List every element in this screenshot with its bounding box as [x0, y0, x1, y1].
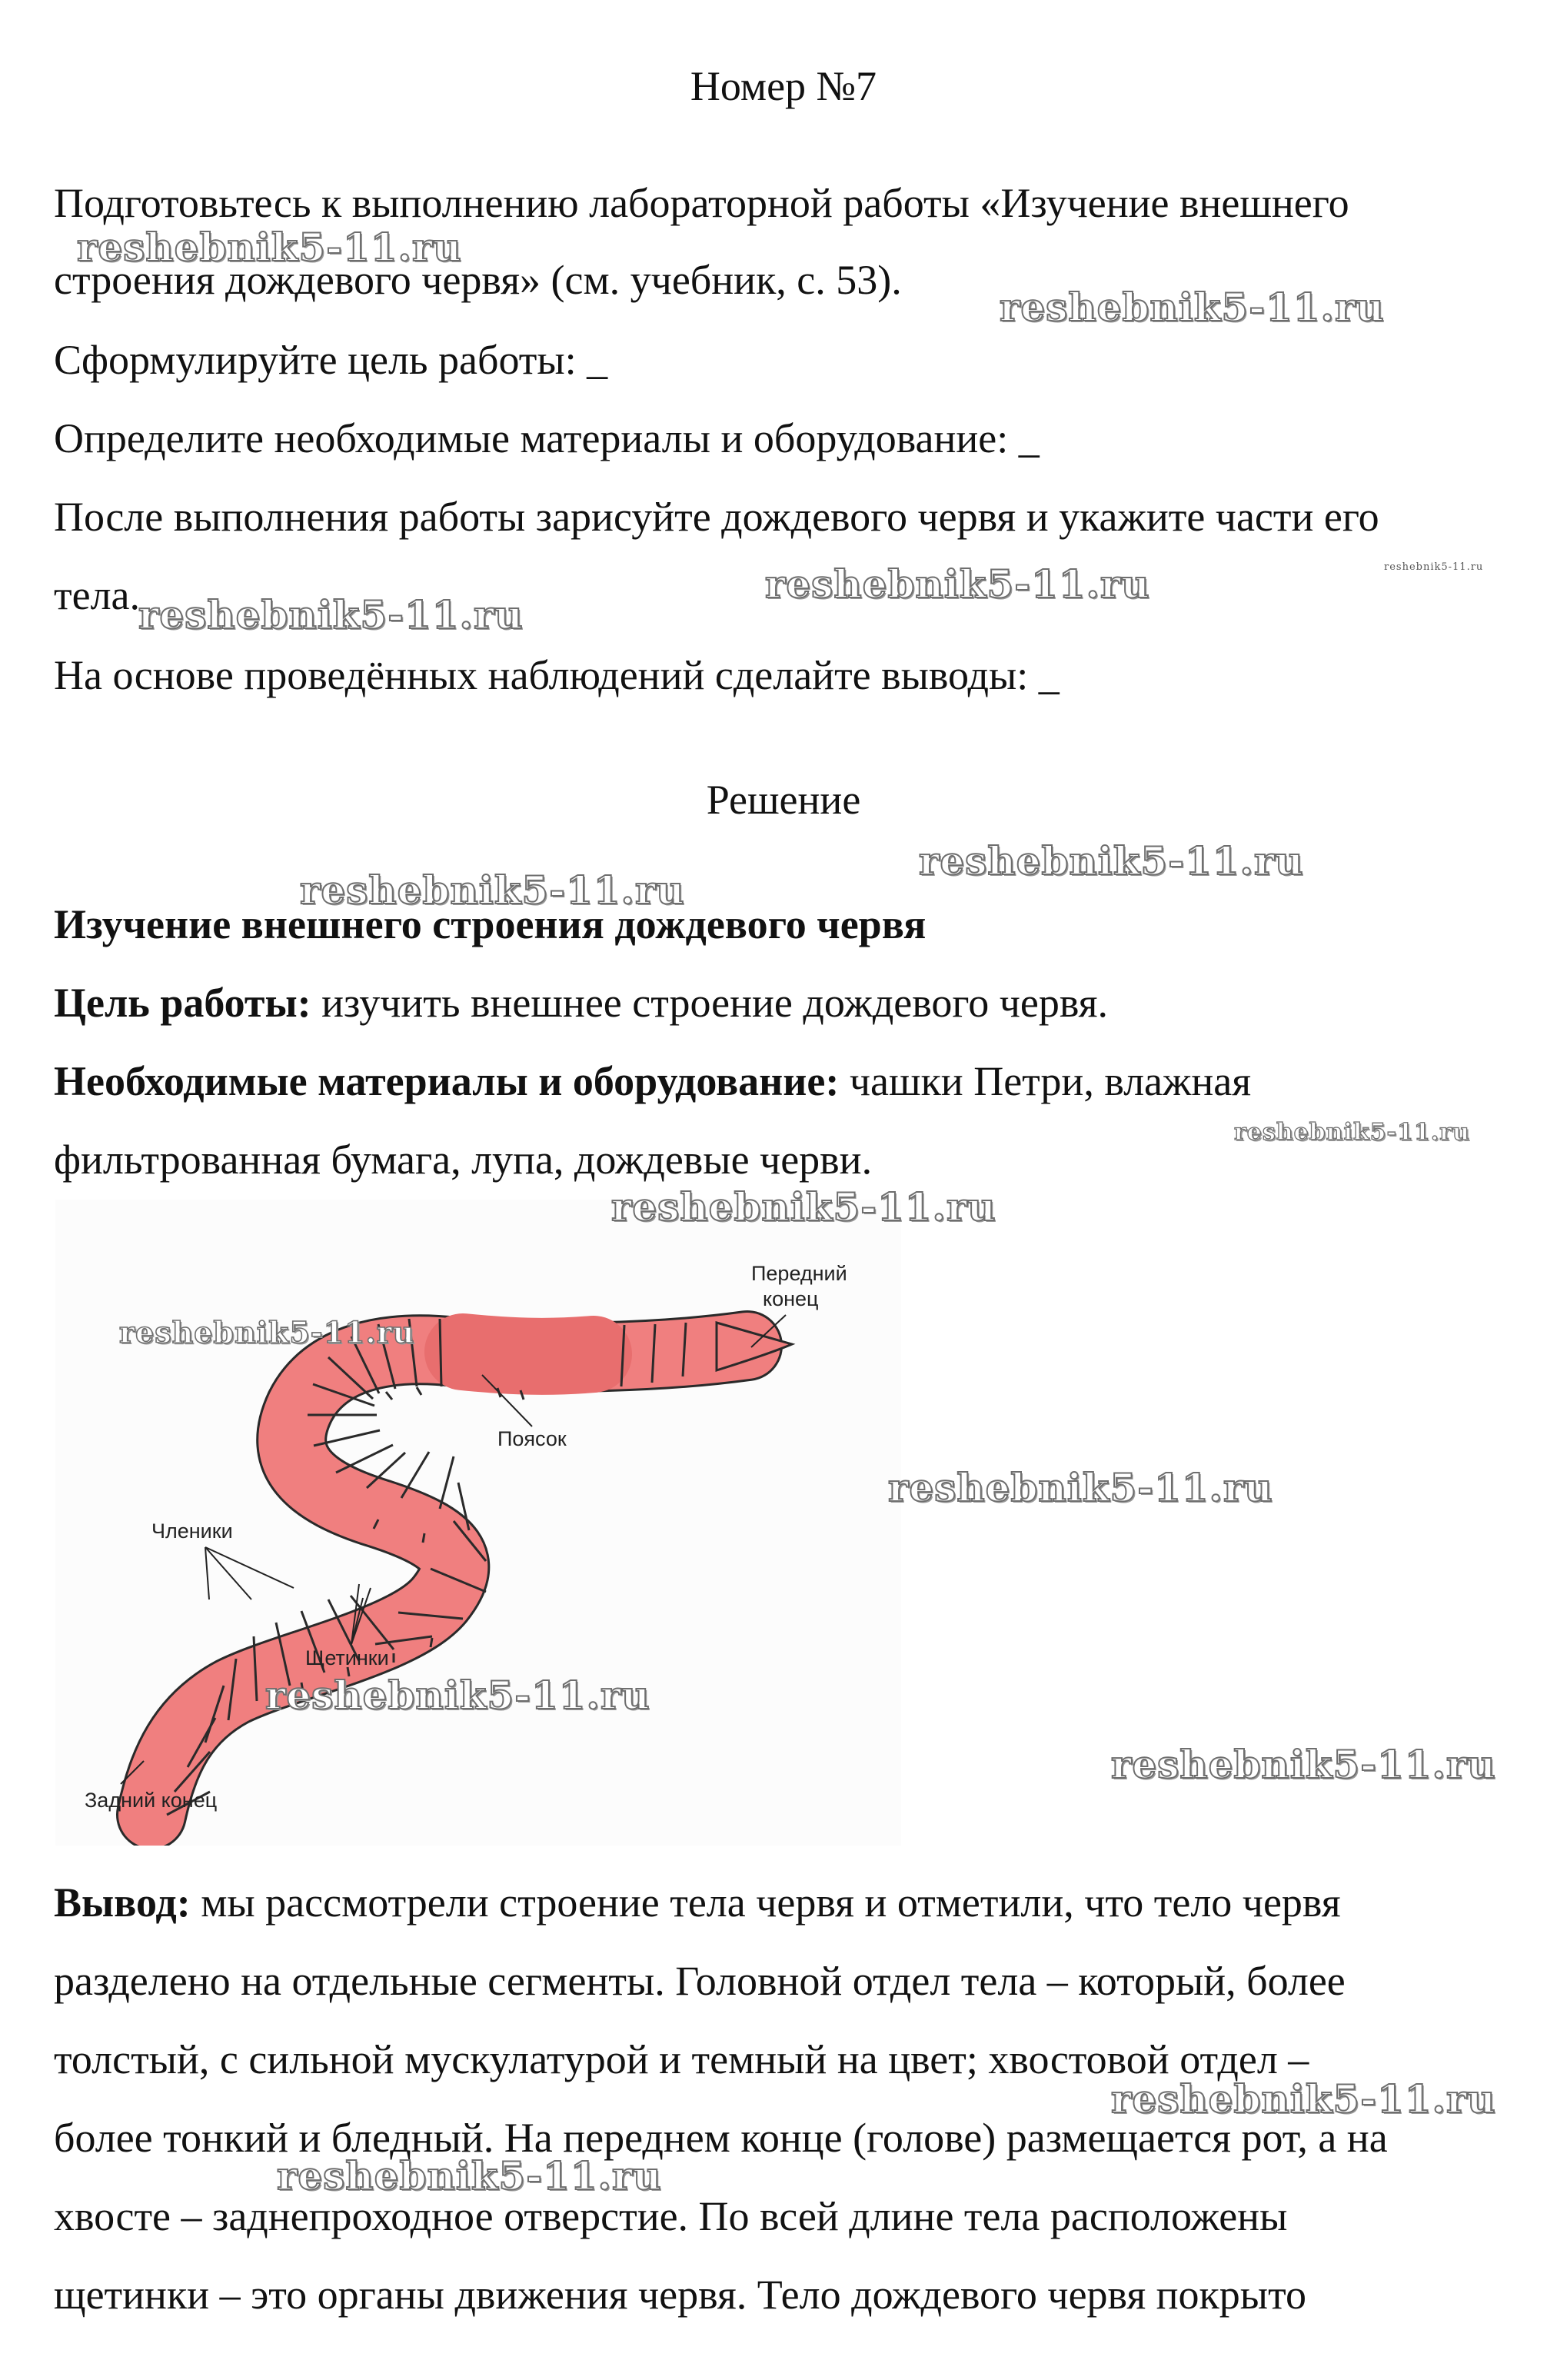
goal-text: изучить внешнее строение дождевого червя. [311, 980, 1108, 1026]
task-line-2: строения дождевого червя» (см. учебник, с. 53). [54, 257, 902, 303]
label-setae: Щетинки [305, 1646, 389, 1669]
earthworm-diagram [55, 1200, 901, 1846]
watermark: reshebnik5-11.ru [1111, 2076, 1496, 2122]
watermark: reshebnik5-11.ru [611, 1184, 996, 1230]
solution-title: Изучение внешнего строения дождевого червя [54, 901, 927, 947]
task-line-7: На основе проведённых наблюдений сделайте выводы: _ [54, 652, 1060, 698]
task-line-4: Определите необходимые материалы и оборудование: _ [54, 415, 1040, 461]
worm-body [151, 1346, 747, 1815]
conclusion-text-1: мы рассмотрели строение тела червя и отметили, что тело червя [190, 1879, 1341, 1926]
goal-line [54, 978, 1108, 1027]
watermark: reshebnik5-11.ru [1234, 1119, 1470, 1146]
materials-label: Необходимые материалы и оборудование: [54, 1058, 840, 1104]
leader-segments-1 [205, 1547, 209, 1599]
watermark: reshebnik5-11.ru [1111, 1742, 1496, 1787]
conclusion-label: Вывод: [54, 1879, 191, 1926]
label-rear-end: Задний конец [85, 1789, 218, 1812]
watermark: reshebnik5-11.ru [277, 2153, 662, 2199]
worm-belt [463, 1352, 594, 1356]
watermark: reshebnik5-11.ru [1000, 285, 1385, 330]
watermark: reshebnik5-11.ru [1384, 561, 1484, 573]
label-front-end-2: конец [763, 1287, 819, 1310]
label-segments: Членики [151, 1520, 233, 1543]
watermark: reshebnik5-11.ru [77, 225, 462, 270]
earthworm-drawing [55, 1200, 901, 1846]
materials-text-1: чашки Петри, влажная [839, 1058, 1252, 1104]
task-line-3: Сформулируйте цель работы: _ [54, 337, 608, 383]
conclusion-line-2: разделено на отдельные сегменты. Головной отдел тела – который, более [54, 1958, 1346, 2004]
task-line-1: Подготовьтесь к выполнению лабораторной работы «Изучение внешнего [54, 180, 1349, 226]
watermark: reshebnik5-11.ru [138, 592, 524, 637]
watermark: reshebnik5-11.ru [119, 1315, 415, 1350]
label-belt: Поясок [497, 1427, 567, 1450]
task-line-5: После выполнения работы зарисуйте дождевого червя и укажите части его [54, 494, 1379, 540]
conclusion-line-4: более тонкий и бледный. На переднем конце (голове) размещается рот, а на [54, 2115, 1388, 2161]
page-title: Номер №7 [690, 63, 877, 109]
materials-line-2: фильтрованная бумага, лупа, дождевые черви. [54, 1137, 873, 1183]
conclusion-line-3: толстый, с сильной мускулатурой и темный на цвет; хвостовой отдел – [54, 2036, 1309, 2082]
label-front-end-1: Передний [751, 1262, 847, 1285]
watermark: reshebnik5-11.ru [888, 1465, 1273, 1510]
leader-segments-3 [205, 1547, 294, 1588]
materials-line [54, 1057, 1251, 1106]
conclusion-line-5: хвосте – заднепроходное отверстие. По всей длине тела расположены [54, 2193, 1288, 2239]
leader-segments-2 [205, 1547, 251, 1599]
conclusion-line-1 [54, 1878, 1341, 1927]
conclusion-line-6: щетинки – это органы движения червя. Тело дождевого червя покрыто [54, 2272, 1306, 2318]
watermark: reshebnik5-11.ru [300, 867, 685, 913]
watermark: reshebnik5-11.ru [265, 1673, 650, 1718]
watermark: reshebnik5-11.ru [765, 561, 1150, 607]
goal-label: Цель работы: [54, 980, 311, 1026]
task-line-6: тела. [54, 572, 140, 618]
solution-heading: Решение [706, 777, 861, 823]
watermark: reshebnik5-11.ru [919, 838, 1304, 884]
